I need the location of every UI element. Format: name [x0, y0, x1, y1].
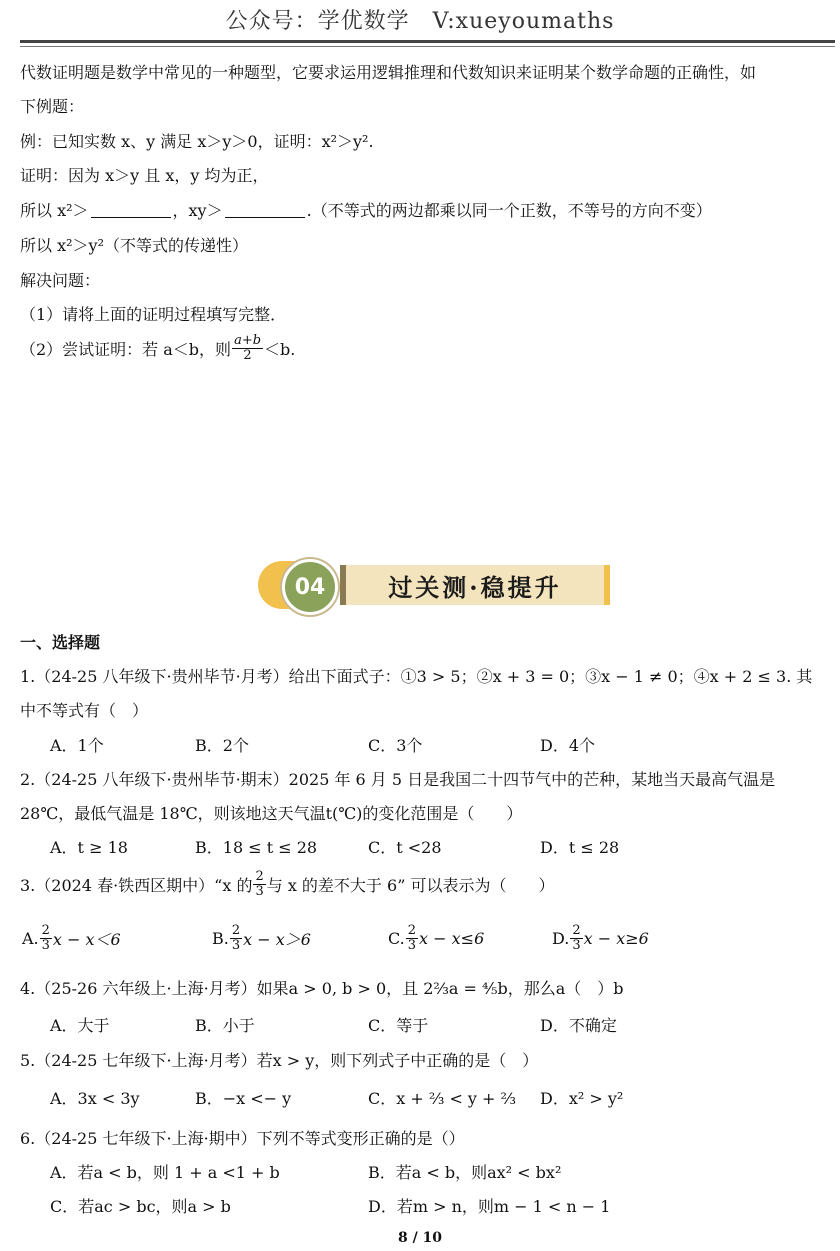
header-rule [20, 40, 835, 43]
question-4-option-a[interactable]: A．大于 [50, 1016, 110, 1035]
option-fraction-numerator: 2 [572, 923, 581, 938]
option-fraction-denominator: 3 [41, 938, 50, 953]
question-1-option-d[interactable]: D．4个 [540, 736, 596, 755]
question-3-fraction-denominator: 3 [255, 884, 264, 899]
question-4-option-b[interactable]: B．小于 [195, 1016, 255, 1035]
header-rule-thin [20, 46, 835, 47]
question-5-option-c[interactable]: C．x + ⅔ < y + ⅔ [368, 1089, 517, 1108]
question-3-fraction [253, 870, 265, 899]
question-part-2 [20, 334, 295, 363]
question-2-option-a[interactable]: A．t ≥ 18 [50, 838, 128, 857]
proof-line-2-part-a: 所以 x²＞ [20, 201, 89, 220]
intro-paragraph-line-1: 代数证明题是数学中常见的一种题型，它要求运用逻辑推理和代数知识来证明某个数学命题的正确性，如 [20, 63, 757, 82]
proof-line-3: 所以 x²＞y²（不等式的传递性） [20, 236, 248, 255]
option-fraction-numerator: 2 [407, 923, 417, 938]
option-fraction [406, 924, 418, 953]
option-fraction-numerator: 2 [231, 923, 241, 938]
question-3-line-1 [20, 870, 554, 899]
proof-line-1: 证明：因为 x＞y 且 x，y 均为正， [20, 166, 269, 185]
example-statement: 例：已知实数 x、y 满足 x＞y＞0，证明：x²＞y². [20, 132, 374, 151]
option-letter: B. [212, 929, 229, 948]
option-fraction-denominator: 3 [231, 938, 241, 953]
question-3-fraction-numerator: 2 [255, 869, 264, 884]
section-banner [258, 555, 603, 615]
option-fraction-denominator: 3 [572, 938, 581, 953]
question-5-option-a[interactable]: A．3x < 3y [50, 1089, 140, 1108]
question-5-option-d[interactable]: D．x² > y² [540, 1089, 624, 1108]
question-3-option-d[interactable] [552, 924, 649, 953]
section-title: 一、选择题 [20, 633, 101, 652]
question-4-line-1: 4.（25-26 六年级上·上海·月考）如果a > 0, b > 0，且 2⅔a = ⅘b，那么a（ ）b [20, 979, 624, 998]
question-2-line-1: 2.（24-25 八年级下·贵州毕节·期末）2025 年 6 月 5 日是我国二十四节气中的芒种，某地当天最高气温是 [20, 770, 776, 789]
option-fraction [40, 924, 52, 953]
question-5-option-b[interactable]: B．−x <− y [195, 1089, 292, 1108]
option-text: x − x≤6 [419, 929, 485, 948]
question-part-2-end: ＜b. [264, 340, 296, 359]
question-1-line-2: 中不等式有（ ） [20, 701, 149, 720]
question-4-option-c[interactable]: C．等于 [368, 1016, 429, 1035]
fraction-denominator: 2 [243, 348, 252, 363]
answer-blank-1[interactable] [91, 203, 171, 218]
option-fraction-numerator: 2 [41, 923, 50, 938]
question-3-text-b: 与 x 的差不大于 6” 可以表示为（ ） [266, 876, 555, 895]
proof-line-2-part-b: ，xy＞ [172, 201, 223, 220]
question-part-2-text: （2）尝试证明：若 a＜b，则 [20, 340, 232, 359]
option-fraction-denominator: 3 [407, 938, 417, 953]
question-2-option-c[interactable]: C．t <28 [368, 838, 442, 857]
answer-blank-2[interactable] [225, 203, 305, 218]
option-fraction [570, 924, 582, 953]
question-6-option-a[interactable]: A．若a < b，则 1 + a <1 + b [50, 1163, 280, 1182]
question-1-option-b[interactable]: B．2个 [195, 736, 249, 755]
option-letter: A. [22, 929, 39, 948]
question-3-option-a[interactable] [22, 924, 121, 953]
option-fraction [230, 924, 242, 953]
question-6-option-c[interactable]: C．若ac > bc，则a > b [50, 1197, 231, 1216]
question-3-option-c[interactable] [388, 924, 484, 953]
fraction [232, 334, 263, 363]
banner-title: 过关测·稳提升 [340, 565, 610, 605]
option-letter: D. [552, 929, 570, 948]
solve-heading: 解决问题： [20, 271, 101, 290]
proof-line-2-part-c: .（不等式的两边都乘以同一个正数，不等号的方向不变） [306, 201, 712, 220]
option-text: x − x＜6 [52, 930, 121, 949]
question-3-option-b[interactable] [212, 924, 311, 953]
intro-paragraph-line-2: 下例题： [20, 97, 85, 116]
question-6-line-1: 6.（24-25 七年级下·上海·期中）下列不等式变形正确的是（） [20, 1129, 465, 1148]
question-4-option-d[interactable]: D．不确定 [540, 1016, 617, 1035]
question-2-option-b[interactable]: B．18 ≤ t ≤ 28 [195, 838, 318, 857]
question-1-line-1: 1.（24-25 八年级下·贵州毕节·月考）给出下面式子：①3 > 5；②x + 3 = 0；③x − 1 ≠ 0；④x + 2 ≤ 3. 其 [20, 667, 813, 686]
option-text: x − x≥6 [583, 929, 649, 948]
fraction-numerator: a+b [234, 333, 262, 348]
question-6-option-b[interactable]: B．若a < b，则ax² < bx² [368, 1163, 562, 1182]
option-text: x − x＞6 [243, 930, 311, 949]
question-part-1: （1）请将上面的证明过程填写完整． [20, 305, 287, 324]
question-6-option-d[interactable]: D．若m > n，则m − 1 < n − 1 [368, 1197, 611, 1216]
option-letter: C. [388, 929, 405, 948]
question-2-line-2: 28℃，最低气温是 18℃，则该地这天气温t(℃)的变化范围是（ ） [20, 804, 523, 823]
page-number: 8 / 10 [397, 1230, 443, 1246]
question-1-option-a[interactable]: A．1个 [50, 736, 104, 755]
banner-number: 04 [282, 559, 338, 615]
question-3-text-a: 3.（2024 春·铁西区期中）“x 的 [20, 876, 253, 895]
question-1-option-c[interactable]: C．3个 [368, 736, 423, 755]
page-header: 公众号：学优数学 V:xueyoumaths [225, 9, 615, 34]
proof-line-2 [20, 198, 712, 221]
question-5-line-1: 5.（24-25 七年级下·上海·月考）若x > y，则下列式子中正确的是（ ） [20, 1051, 539, 1070]
question-2-option-d[interactable]: D．t ≤ 28 [540, 838, 620, 857]
